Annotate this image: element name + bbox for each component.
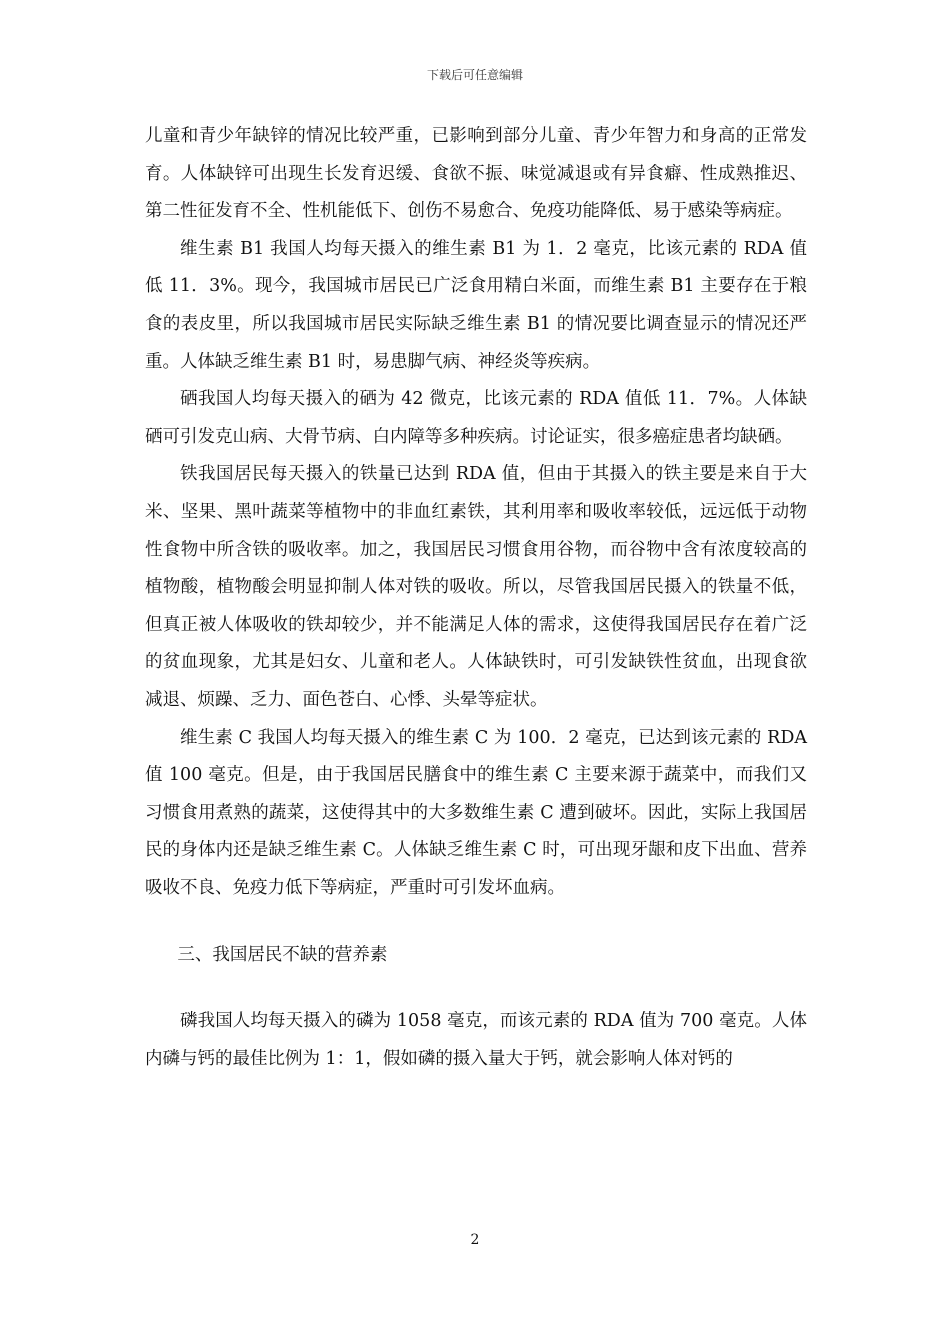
page-header: 下载后可任意编辑: [426, 68, 523, 82]
section-heading: 三、我国居民不缺的营养素: [177, 945, 388, 966]
paragraph-zinc: 儿童和青少年缺锌的情况比较严重，已影响到部分儿童、青少年智力和身高的正常发育。人体缺锌可出现生长发育迟缓、食欲不振、味觉减退或有异食癖、性成熟推迟、第二性征发育不全、性机能低下、创伤不易愈合、免疫功能降低、易于感染等病症。: [145, 126, 807, 222]
document-body: [145, 118, 807, 1078]
paragraph-phosphorus: 磷我国人均每天摄入的磷为 1058 毫克，而该元素的 RDA 值为 700 毫克。人体内磷与钙的最佳比例为 1：1，假如磷的摄入量大于钙，就会影响人体对钙的: [145, 1011, 807, 1069]
paragraph-iron: 铁我国居民每天摄入的铁量已达到 RDA 值，但由于其摄入的铁主要是来自于大米、坚果、黑叶蔬菜等植物中的非血红素铁，其利用率和吸收率较低，远远低于动物性食物中所含铁的吸收率。加之，我国居民习惯食用谷物，而谷物中含有浓度较高的植物酸，植物酸会明显抑制人体对铁的吸收。所以，尽管我国居民摄入的铁量不低，但真正被人体吸收的铁却较少，并不能满足人体的需求，这使得我国居民存在着广泛的贫血现象，尤其是妇女、儿童和老人。人体缺铁时，可引发缺铁性贫血，出现食欲减退、烦躁、乏力、面色苍白、心悸、头晕等症状。: [145, 464, 807, 710]
paragraph-selenium: 硒我国人均每天摄入的硒为 42 微克，比该元素的 RDA 值低 11．7%。人体缺硒可引发克山病、大骨节病、白内障等多种疾病。讨论证实，很多癌症患者均缺硒。: [145, 389, 807, 447]
paragraph-vitamin-c: 维生素 C 我国人均每天摄入的维生素 C 为 100．2 毫克，已达到该元素的 RDA 值 100 毫克。但是，由于我国居民膳食中的维生素 C 主要来源于蔬菜中，而我们又习惯食用煮熟的蔬菜，这使得其中的大多数维生素 C 遭到破坏。因此，实际上我国居民的身体内还是缺乏维生素 C。人体缺乏维生素 C 时，可出现牙龈和皮下出血、营养吸收不良、免疫力低下等病症，严重时可引发坏血病。: [145, 727, 807, 898]
page-number: 2: [470, 1232, 480, 1248]
paragraph-vitamin-b1: 维生素 B1 我国人均每天摄入的维生素 B1 为 1．2 毫克，比该元素的 RDA 值低 11．3%。现今，我国城市居民已广泛食用精白米面，而维生素 B1 主要存在于粮食的表皮里，所以我国城市居民实际缺乏维生素 B1 的情况要比调查显示的情况还严重。人体缺乏维生素 B1 时，易患脚气病、神经炎等疾病。: [145, 238, 807, 372]
